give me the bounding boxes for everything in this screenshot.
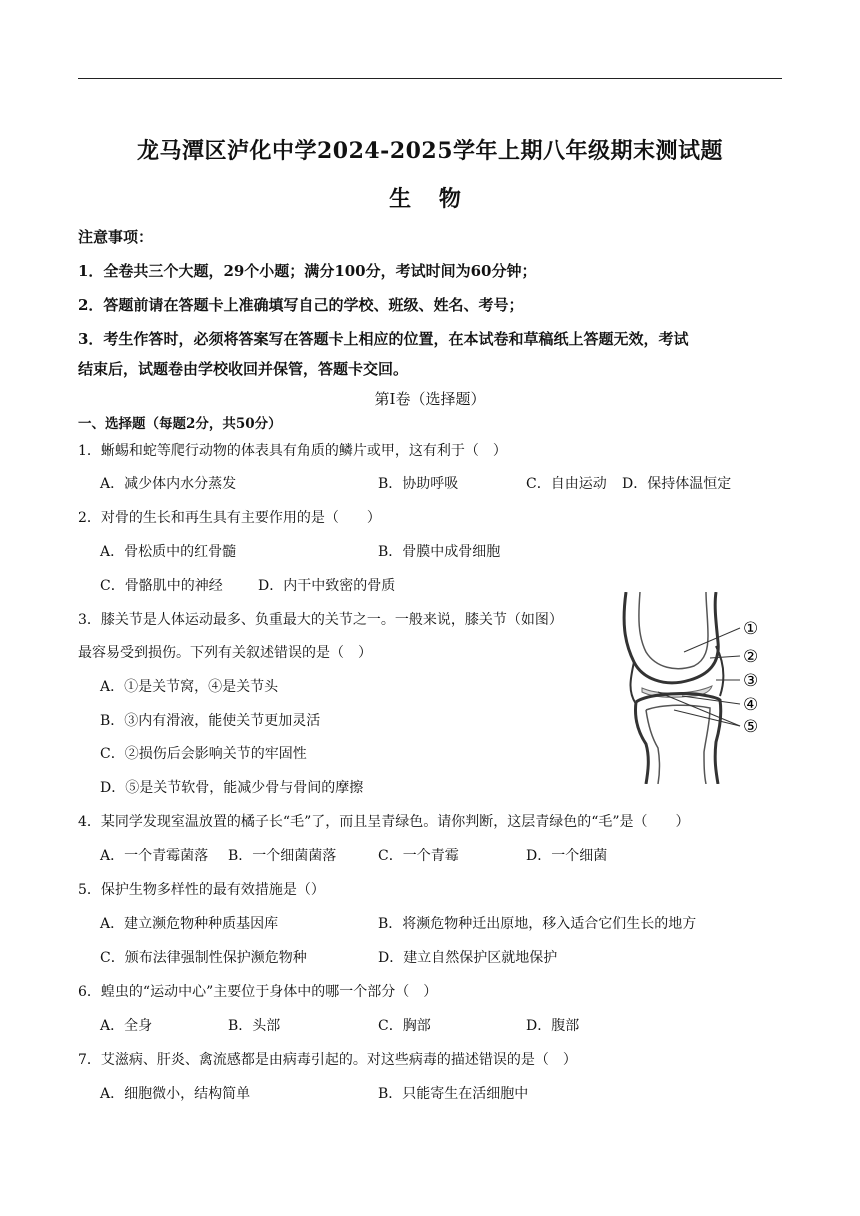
notes-heading: 注意事项：: [78, 228, 154, 246]
option-a: A．全身: [100, 1018, 153, 1034]
question-stem: 最容易受到损伤。下列有关叙述错误的是（ ）: [78, 645, 372, 661]
figure-label-1: ①: [743, 619, 759, 639]
question-stem: 1．蜥蜴和蛇等爬行动物的体表具有角质的鳞片或甲，这有利于（ ）: [78, 443, 507, 459]
option-d: D．腹部: [526, 1018, 580, 1034]
option-d: D．内干中致密的骨质: [258, 578, 396, 594]
option-a: A．减少体内水分蒸发: [100, 476, 237, 492]
note-item: 2．答题前请在答题卡上准确填写自己的学校、班级、姓名、考号；: [78, 296, 524, 314]
note-item: 1．全卷共三个大题，29个小题；满分100分，考试时间为60分钟；: [78, 262, 537, 280]
exam-subject: 生 物: [389, 186, 471, 212]
option-d: D．保持体温恒定: [622, 476, 732, 492]
option-d: D．一个细菌: [526, 848, 608, 864]
question-stem: 4．某同学发现室温放置的橘子长“毛”了，而且呈青绿色。请你判断，这层青绿色的“毛”是（ ）: [78, 814, 690, 830]
option-a: A．一个青霉菌落: [100, 848, 209, 864]
option-b: B．③内有滑液，能使关节更加灵活: [100, 713, 321, 729]
question-stem: 2．对骨的生长和再生具有主要作用的是（ ）: [78, 510, 381, 526]
note-item: 结束后，试题卷由学校收回并保管，答题卡交回。: [78, 360, 409, 378]
option-c: C．颁布法律强制性保护濒危物种: [100, 950, 307, 966]
note-item: 3．考生作答时，必须将答案写在答题卡上相应的位置，在本试卷和草稿纸上答题无效，考试: [78, 330, 689, 348]
option-d: D．⑤是关节软骨，能减少骨与骨间的摩擦: [100, 780, 364, 796]
option-b: B．骨膜中成骨细胞: [378, 544, 501, 560]
option-a: A．细胞微小，结构简单: [100, 1086, 251, 1102]
exam-title: 龙马潭区泸化中学2024-2025学年上期八年级期末测试题: [136, 138, 724, 164]
question-stem: 7．艾滋病、肝炎、禽流感都是由病毒引起的。对这些病毒的描述错误的是（ ）: [78, 1052, 577, 1068]
question-stem: 6．蝗虫的“运动中心”主要位于身体中的哪一个部分（ ）: [78, 984, 438, 1000]
question-stem: 3．膝关节是人体运动最多、负重最大的关节之一。一般来说，膝关节（如图）: [78, 612, 563, 628]
option-b: B．只能寄生在活细胞中: [378, 1086, 529, 1102]
figure-label-3: ③: [743, 671, 759, 691]
knee-joint-figure: [612, 592, 774, 784]
option-c: C．胸部: [378, 1018, 431, 1034]
option-b: B．一个细菌菌落: [228, 848, 337, 864]
section-title: 第Ⅰ卷（选择题）: [374, 390, 486, 408]
option-d: D．建立自然保护区就地保护: [378, 950, 558, 966]
figure-label-4: ④: [743, 695, 759, 715]
option-a: A．①是关节窝，④是关节头: [100, 679, 279, 695]
figure-label-5: ⑤: [743, 717, 759, 737]
header-rule: [78, 78, 782, 79]
option-c: C．②损伤后会影响关节的牢固性: [100, 746, 307, 762]
option-a: A．建立濒危物种种质基因库: [100, 916, 279, 932]
part-heading: 一、选择题（每题2分，共50分）: [78, 416, 282, 432]
figure-label-2: ②: [743, 647, 759, 667]
question-stem: 5．保护生物多样性的最有效措施是（）: [78, 882, 325, 898]
option-b: B．协助呼吸: [378, 476, 459, 492]
option-c: C．自由运动: [526, 476, 607, 492]
option-b: B．将濒危物种迁出原地，移入适合它们生长的地方: [378, 916, 697, 932]
option-b: B．头部: [228, 1018, 281, 1034]
option-c: C．一个青霉: [378, 848, 459, 864]
option-a: A．骨松质中的红骨髓: [100, 544, 237, 560]
option-c: C．骨骼肌中的神经: [100, 578, 223, 594]
